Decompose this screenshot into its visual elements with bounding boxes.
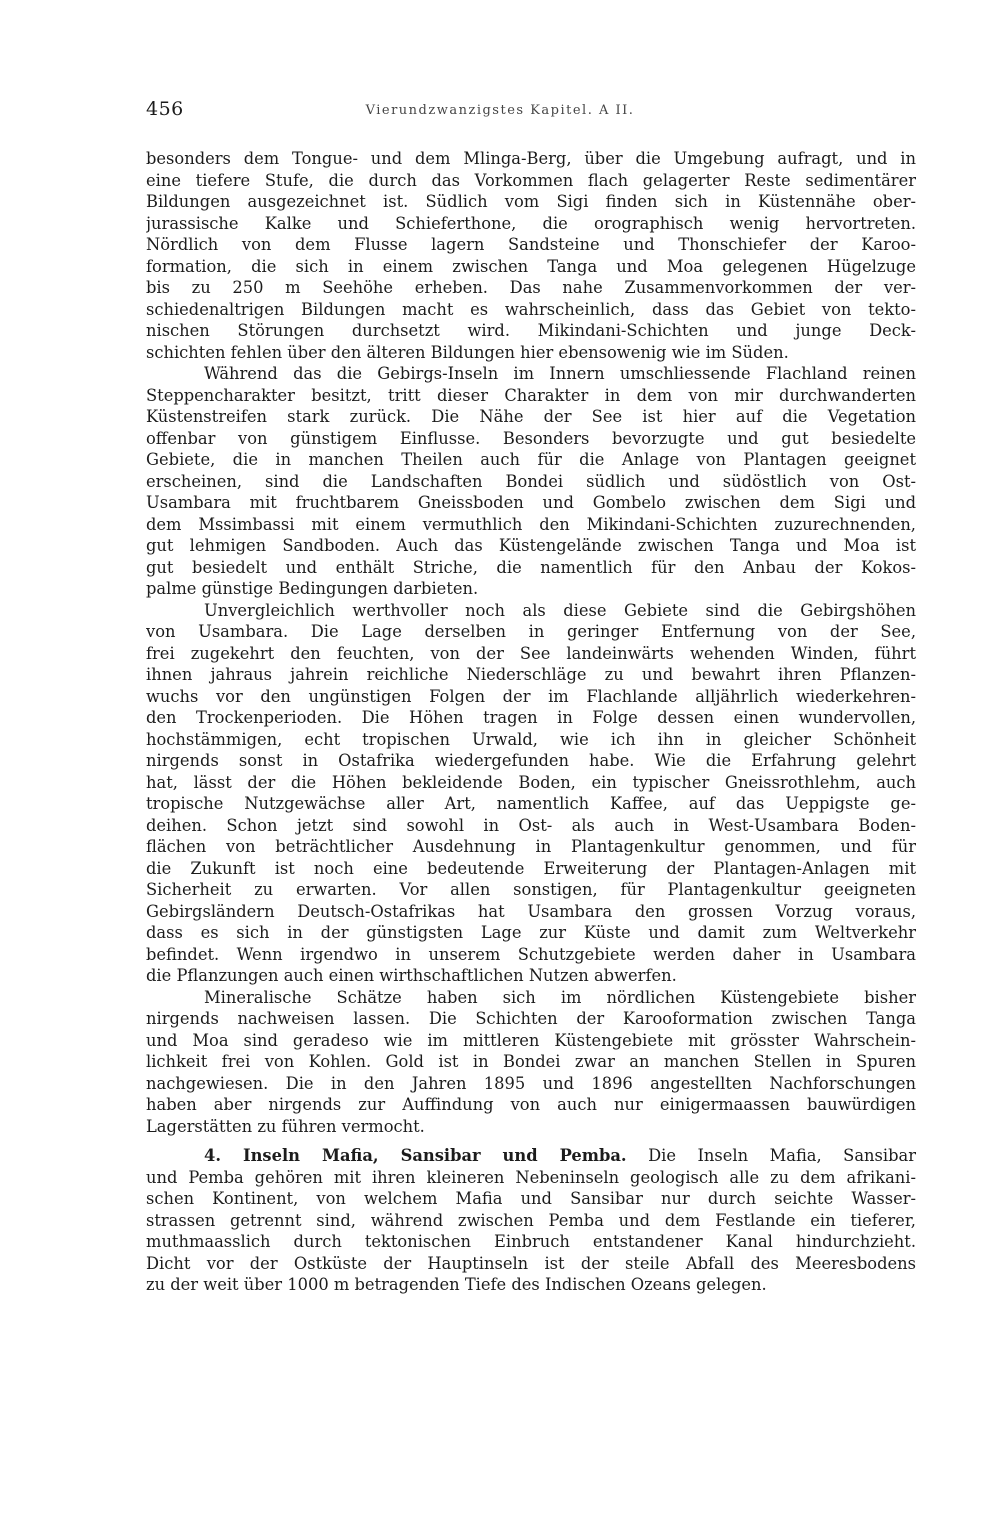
text-line: bis zu 250 m Seehöhe erheben. Das nahe Zusammenvorkommen der ver- [146, 278, 916, 297]
text-line: Unvergleichlich werthvoller noch als diese Gebiete sind die Gebirgshöhen [204, 600, 916, 620]
text-line: strassen getrennt sind, während zwischen Pemba und dem Festlande ein tieferer, [146, 1210, 916, 1230]
text-line: Nördlich von dem Flusse lagern Sandsteine und Thonschiefer der Karoo- [146, 235, 916, 254]
text-line: den Trockenperioden. Die Höhen tragen in Folge dessen einen wundervollen, [146, 708, 916, 727]
text-line: formation, die sich in einem zwischen Tanga und Moa gelegenen Hügelzuge [146, 256, 916, 276]
paragraph [146, 363, 916, 600]
paragraph [146, 600, 916, 987]
text-line: nischen Störungen durchsetzt wird. Mikindani-Schichten und junge Deck- [146, 321, 916, 340]
text-line: befindet. Wenn irgendwo in unserem Schutzgebiete werden daher in Usambara [146, 944, 916, 964]
text-line: schichten fehlen über den älteren Bildungen hier ebensowenig wie im Süden. [146, 342, 789, 362]
text-line: Sicherheit zu erwarten. Vor allen sonstigen, für Plantagenkultur geeigneten [146, 880, 916, 899]
text-line: wuchs vor den ungünstigen Folgen der im Flachlande alljährlich wiederkehren- [146, 686, 916, 706]
text-line: muthmaasslich durch tektonischen Einbruch entstandener Kanal hindurchzieht. [146, 1232, 916, 1251]
text-line [146, 1145, 916, 1167]
text-line: dem Mssimbassi mit einem vermuthlich den Mikindani-Schichten zuzurechnenden, [146, 514, 916, 534]
text-line: eine tiefere Stufe, die durch das Vorkommen flach gelagerter Reste sedimentärer [146, 170, 916, 190]
text-line: Usambara mit fruchtbarem Gneissboden und Gombelo zwischen dem Sigi und [146, 493, 916, 512]
text-line: hat, lässt der die Höhen bekleidende Boden, ein typischer Gneissrothlehm, auch [146, 772, 916, 792]
text-line: ihnen jahraus jahrein reichliche Niederschläge zu und bewahrt ihren Pflanzen- [146, 665, 916, 684]
text-line: zu der weit über 1000 m betragenden Tiefe des Indischen Ozeans gelegen. [146, 1275, 767, 1294]
section-lead-text: Die Inseln Mafia, Sansibar [626, 1146, 916, 1165]
text-line: schen Kontinent, von welchem Mafia und Sansibar nur durch seichte Wasser- [146, 1189, 916, 1208]
text-line: deihen. Schon jetzt sind sowohl in Ost- als auch in West-Usambara Boden- [146, 815, 916, 835]
section-paragraph [146, 1145, 916, 1296]
text-line: flächen von beträchtlicher Ausdehnung in Plantagenkultur genommen, und für [146, 837, 916, 856]
text-line: dass es sich in der günstigsten Lage zur Küste und damit zum Weltverkehr [146, 923, 916, 942]
text-line: Gebirgsländern Deutsch-Ostafrikas hat Usambara den grossen Vorzug voraus, [146, 901, 916, 921]
text-line: nachgewiesen. Die in den Jahren 1895 und 1896 angestellten Nachforschungen [146, 1073, 916, 1093]
body-text [146, 148, 916, 1296]
text-line: gut besiedelt und enthält Striche, die namentlich für den Anbau der Kokos- [146, 557, 916, 577]
text-line: von Usambara. Die Lage derselben in geringer Entfernung von der See, [146, 622, 916, 641]
text-line: Küstenstreifen stark zurück. Die Nähe der See ist hier auf die Vegetation [146, 407, 916, 426]
text-line: und Moa sind geradeso wie im mittleren Küstengebiete mit grösster Wahrschein- [146, 1030, 916, 1050]
text-line: Lagerstätten zu führen vermocht. [146, 1116, 425, 1136]
text-line: Während das die Gebirgs-Inseln im Innern umschliessende Flachland reinen [204, 364, 916, 383]
text-line: tropische Nutzgewächse aller Art, namentlich Kaffee, auf das Ueppigste ge- [146, 794, 916, 813]
text-line: die Pflanzungen auch einen wirthschaftlichen Nutzen abwerfen. [146, 966, 677, 985]
text-line: Mineralische Schätze haben sich im nördlichen Küstengebiete bisher [204, 987, 916, 1007]
running-head: Vierundzwanzigstes Kapitel. A II. [365, 103, 635, 118]
text-line: Steppencharakter besitzt, tritt dieser Charakter in dem von mir durchwanderten [146, 385, 916, 405]
text-line: schiedenaltrigen Bildungen macht es wahrscheinlich, dass das Gebiet von tekto- [146, 299, 916, 319]
text-line: jurassische Kalke und Schieferthone, die orographisch wenig hervortreten. [146, 213, 916, 233]
page-number: 456 [146, 98, 184, 120]
paragraph [146, 148, 916, 363]
paragraph [146, 987, 916, 1138]
text-line: Bildungen ausgezeichnet ist. Südlich vom Sigi finden sich in Küstennähe ober- [146, 192, 916, 211]
text-line: hochstämmigen, echt tropischen Urwald, wie ich ihn in gleicher Schönheit [146, 729, 916, 749]
text-line: und Pemba gehören mit ihren kleineren Nebeninseln geologisch alle zu dem afrikani- [146, 1167, 916, 1187]
section-heading: 4. Inseln Mafia, Sansibar und Pemba. [204, 1146, 627, 1165]
text-line: besonders dem Tongue- und dem Mlinga-Berg, über die Umgebung aufragt, und in [146, 149, 916, 168]
text-line: die Zukunft ist noch eine bedeutende Erweiterung der Plantagen-Anlagen mit [146, 858, 916, 878]
text-line: gut lehmigen Sandboden. Auch das Küstengelände zwischen Tanga und Moa ist [146, 536, 916, 555]
text-line: haben aber nirgends zur Auffindung von auch nur einigermaassen bauwürdigen [146, 1095, 916, 1114]
text-line: frei zugekehrt den feuchten, von der See landeinwärts wehenden Winden, führt [146, 643, 916, 663]
text-line: erscheinen, sind die Landschaften Bondei südlich und südöstlich von Ost- [146, 471, 916, 491]
text-line: offenbar von günstigem Einflusse. Besonders bevorzugte und gut besiedelte [146, 428, 916, 448]
text-line: lichkeit frei von Kohlen. Gold ist in Bondei zwar an manchen Stellen in Spuren [146, 1052, 916, 1071]
text-line: Dicht vor der Ostküste der Hauptinseln ist der steile Abfall des Meeresbodens [146, 1253, 916, 1273]
text-line: nirgends nachweisen lassen. Die Schichten der Karooformation zwischen Tanga [146, 1009, 916, 1028]
text-line: Gebiete, die in manchen Theilen auch für die Anlage von Plantagen geeignet [146, 450, 916, 469]
text-line: nirgends sonst in Ostafrika wiedergefunden habe. Wie die Erfahrung gelehrt [146, 751, 916, 770]
text-line: palme günstige Bedingungen darbieten. [146, 579, 479, 598]
